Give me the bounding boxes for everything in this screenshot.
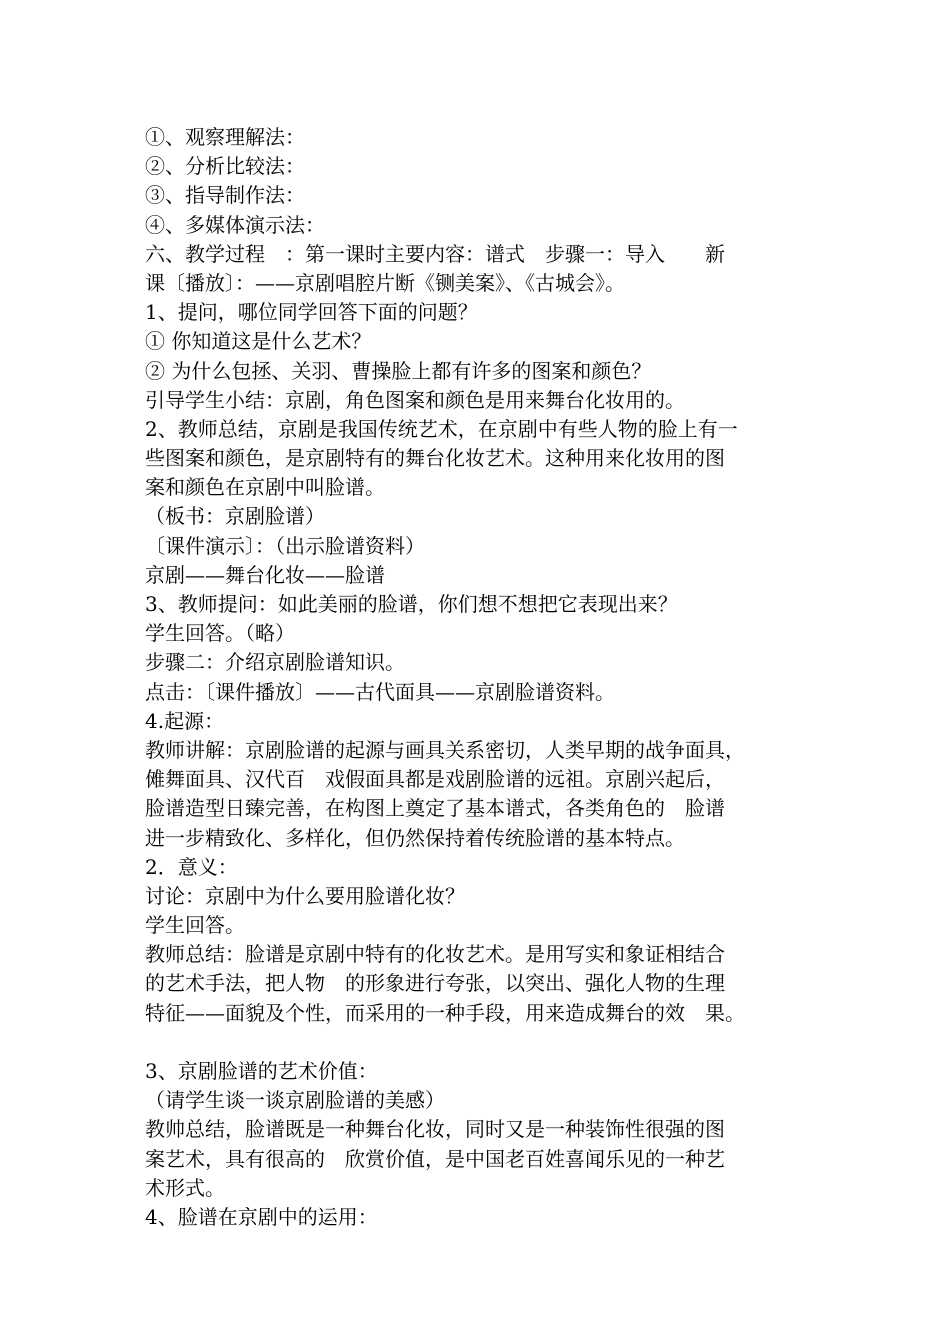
text-line: 教帅总结，脸谱既是一种舞台化妆，同时又是一种装饰性很强的图 bbox=[145, 1117, 725, 1142]
text-line: 术形式。 bbox=[145, 1175, 225, 1200]
text-line: （板书：京剧脸谱） bbox=[145, 504, 325, 529]
text-line: 步骤二：介绍京剧脸谱知识。 bbox=[145, 650, 405, 675]
text-line: 京剧——舞台化妆——脸谱 bbox=[145, 562, 385, 587]
text-line: 学生回答。（略） bbox=[145, 621, 295, 646]
text-line: 3、教师提问：如此美丽的脸谱，你们想不想把它表现出来？ bbox=[145, 592, 678, 616]
text-line: ①、观察理解法： bbox=[145, 125, 305, 149]
text-line: ②、分析比较法： bbox=[145, 154, 305, 179]
text-line: ④、多媒体演示法： bbox=[145, 212, 325, 237]
text-line: ① 你知道这是什么艺术？ bbox=[145, 329, 372, 354]
text-line: 3、京剧脸谱的艺术价值： bbox=[145, 1059, 378, 1083]
text-line: 脸谱造型日臻完善，在构图上奠定了基本谱式，各类角色的 脸谱 bbox=[145, 796, 725, 821]
text-line: 进一步精致化、多样化，但仍然保持着传统脸谱的基本特点。 bbox=[145, 825, 685, 850]
text-line: 些图案和颜色，是京剧特有的舞台化妆艺术。这种用来化妆用的图 bbox=[145, 446, 725, 471]
document-body bbox=[145, 123, 835, 1232]
text-line: ③、指导制作法： bbox=[145, 183, 305, 208]
text-line: 2．意义： bbox=[145, 854, 238, 879]
text-line: 引导学生小结：京剧，角色图案和颜色是用来舞台化妆用的。 bbox=[145, 387, 685, 412]
text-line: ② 为什么包拯、关羽、曹操脸上都有许多的图案和颜色？ bbox=[145, 358, 652, 383]
text-line: 教师总结：脸谱是京剧中特有的化妆艺术。是用写实和象证相结合 bbox=[145, 942, 725, 967]
text-line: 4、脸谱在京剧中的运用： bbox=[145, 1204, 378, 1229]
text-line: 点击：〔课件播放〕——古代面具——京剧脸谱资料。 bbox=[145, 679, 615, 704]
text-line: 的艺术手法，把人物 的形象进行夸张，以突出、强化人物的生理 bbox=[145, 971, 725, 996]
text-line: 傩舞面具、汉代百 戏假面具都是戏剧脸谱的远祖。京剧兴起后， bbox=[145, 767, 725, 792]
text-line: 〔课件演示〕：（出示脸谱资料） bbox=[145, 533, 425, 558]
text-line: 讨论：京剧中为什么要用脸谱化妆？ bbox=[145, 883, 465, 908]
text-line: 教师讲解：京剧脸谱的起源与画具关系密切，人类早期的战争面具， bbox=[145, 737, 745, 762]
text-line: 课〔播放〕：——京剧唱腔片断《铡美案》、《古城会》。 bbox=[145, 270, 625, 295]
text-line: 案艺术，具有很高的 欣赏价值，是中国老百姓喜闻乐见的一种艺 bbox=[145, 1146, 725, 1171]
text-line: 2、教师总结，京剧是我国传统艺术，在京剧中有些人物的脸上有一 bbox=[145, 416, 738, 441]
text-line: 学生回答。 bbox=[145, 913, 245, 938]
text-line: 案和颜色在京剧中叫脸谱。 bbox=[145, 475, 385, 500]
blank-line bbox=[145, 1028, 835, 1057]
text-line: 1、提问，哪位同学回答下面的问题？ bbox=[145, 300, 478, 325]
text-line: 特征——面貌及个性，而采用的一种手段，用来造成舞台的效 果。 bbox=[145, 1000, 745, 1025]
text-line: 六、教学过程 ：第一课时主要内容：谱式 步骤一：导入 新 bbox=[145, 241, 725, 266]
text-line: 4.起源： bbox=[145, 708, 225, 733]
text-line: （请学生谈一谈京剧脸谱的美感） bbox=[145, 1088, 445, 1113]
